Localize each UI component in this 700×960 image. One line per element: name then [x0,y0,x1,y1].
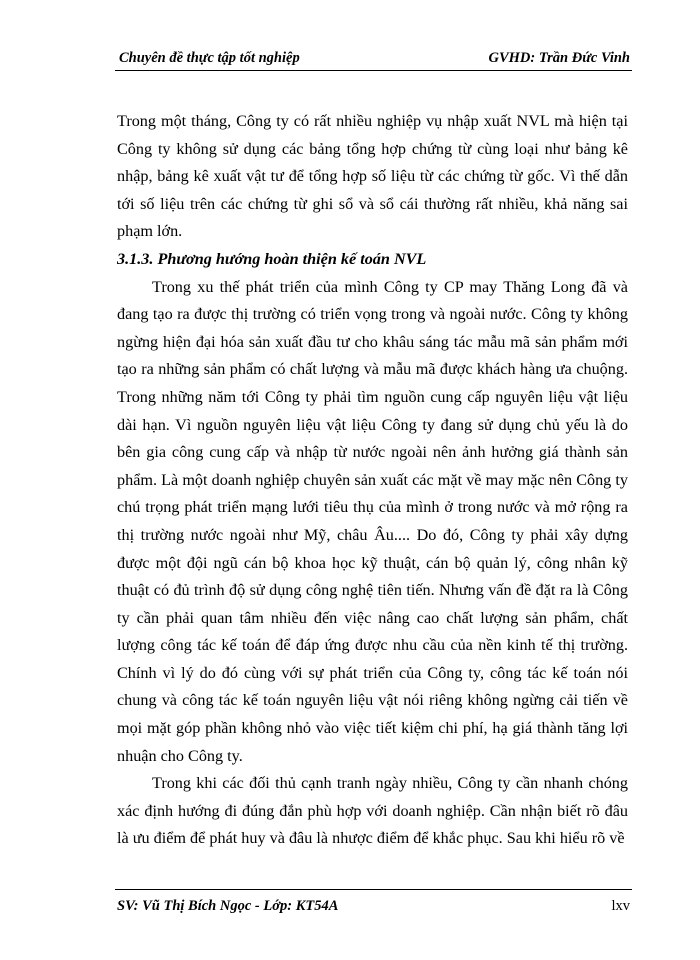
document-body [117,108,628,853]
paragraph-intro: Trong một tháng, Công ty có rất nhiều nghiệp vụ nhập xuất NVL mà hiện tại Công ty không sử dụng các bảng tổng hợp chứng từ cùng loại như bảng kê nhập, bảng kê xuất vật tư để tổng hợp số liệu từ các chứng từ gốc. Vì thế dẫn tới số liệu trên các chứng từ ghi sổ và sổ cái thường rất nhiều, khả năng sai phạm lớn. [117,112,628,241]
header-advisor: GVHD: Trần Đức Vinh [488,50,630,66]
paragraph-development: Trong xu thế phát triển của mình Công ty CP may Thăng Long đã và đang tạo ra được thị trường có triển vọng trong và ngoài nước. Công ty không ngừng hiện đại hóa sản xuất đầu tư cho khâu sáng tác mẫu mã sản phẩm mới tạo ra những sản phẩm có chất lượng và mẫu mã được khách hàng ưa chuộng. Trong những năm tới Công ty phải tìm nguồn cung cấp nguyên liệu vật liệu dài hạn. Vì nguồn nguyên liệu vật liệu Công ty đang sử dụng chủ yếu là do bên gia công cung cấp và nhập từ nước ngoài nên ảnh hưởng giá thành sản phẩm. Là một doanh nghiệp chuyên sản xuất các mặt về may mặc nên Công ty chú trọng phát triển mạng lưới tiêu thụ của mình ở trong nước và mở rộng ra thị trường nước ngoài như Mỹ, châu Âu.... Do đó, Công ty phải xây dựng được một đội ngũ cán bộ khoa học kỹ thuật, cán bộ quản lý, công nhân kỹ thuật có đủ trình độ sử dụng công nghệ tiên tiến. Nhưng vấn đề đặt ra là Công ty cần phải quan tâm nhiều đến việc nâng cao chất lượng sản phẩm, chất lượng công tác kế toán để đáp ứng được nhu cầu của nền kinh tế thị trường. Chính vì lý do đó cùng với sự phát triển của Công ty, công tác kế toán nói chung và công tác kế toán nguyên liệu vật nói riêng không ngừng cải tiến về mọi mặt góp phần không nhỏ vào việc tiết kiệm chi phí, hạ giá thành tăng lợi nhuận cho Công ty. [117,277,628,765]
header-title: Chuyên đề thực tập tốt nghiệp [119,50,300,66]
footer-student: SV: Vũ Thị Bích Ngọc - Lớp: KT54A [117,898,339,914]
section-heading: 3.1.3. Phương hướng hoàn thiện kế toán NVL [117,249,427,268]
paragraph-competition: Trong khi các đối thủ cạnh tranh ngày nhiều, Công ty cần nhanh chóng xác định hướng đi đúng đắn phù hợp với doanh nghiệp. Cần nhận biết rõ đâu là ưu điểm để phát huy và đâu là nhược điểm để khắc phục. Sau khi hiểu rõ về [117,774,628,848]
page-number: lxv [611,898,630,914]
page-header [115,44,632,71]
page-footer [115,889,632,920]
